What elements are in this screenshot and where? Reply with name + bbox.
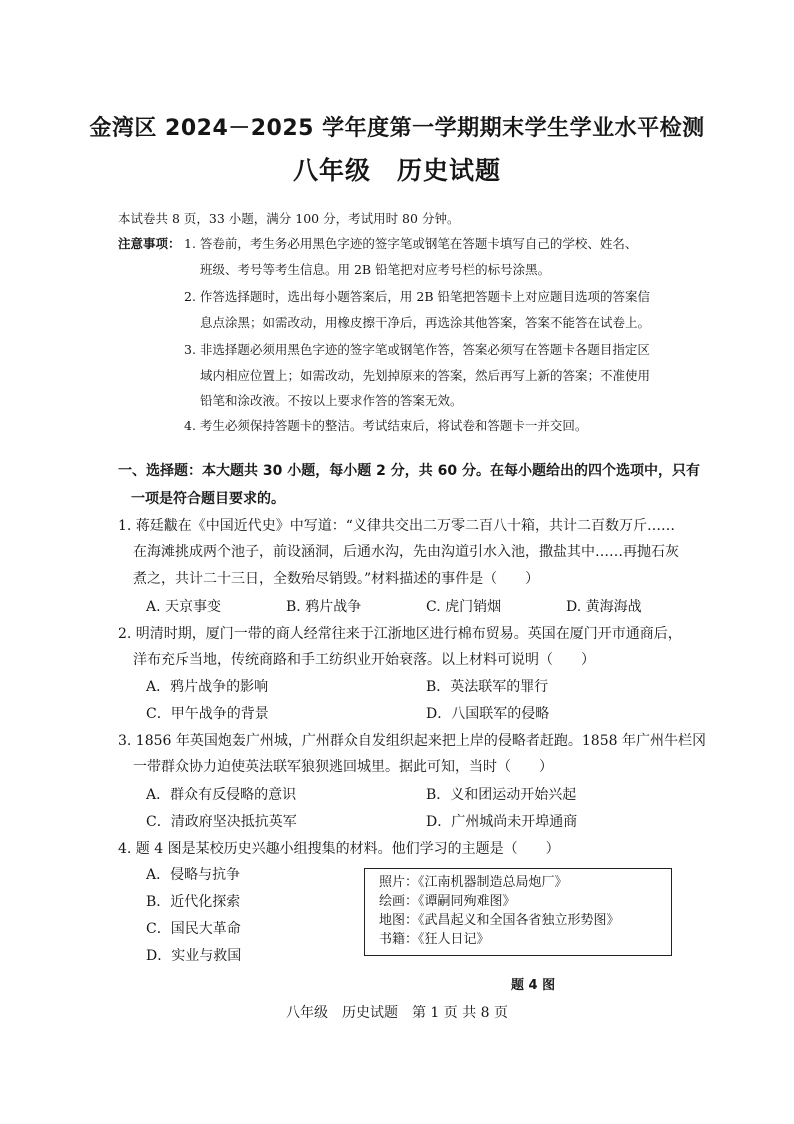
question-2-option-c: C．甲午战争的背景	[146, 706, 269, 722]
question-4-option-d: D．实业与救国	[146, 948, 242, 964]
question-3-option-b: B．义和团运动开始兴起	[426, 787, 577, 803]
note-line: 息点涂黑；如需改动，用橡皮擦干净后，再选涂其他答案，答案不能答在试卷上。	[200, 315, 651, 330]
question-3-stem: 一带群众协力迫使英法联军狼狈逃回城里。据此可知，当时（ ）	[133, 759, 553, 775]
note-line: 4. 考生必须保持答题卡的整洁。考试结束后，将试卷和答题卡一并交回。	[184, 418, 588, 433]
question-2-option-a: A．鸦片战争的影响	[146, 679, 269, 695]
figure-caption: 题 4 图	[511, 978, 556, 993]
section-heading-cont: 一项是符合题目要求的。	[131, 491, 285, 507]
question-3-option-c: C．清政府坚决抵抗英军	[146, 814, 297, 830]
exam-intro: 本试卷共 8 页，33 小题，满分 100 分，考试用时 80 分钟。	[118, 211, 460, 226]
exam-subtitle	[0, 151, 794, 187]
question-4-stem: 4. 题 4 图是某校历史兴趣小组搜集的材料。他们学习的主题是（ ）	[118, 841, 560, 857]
page-footer: 八年级 历史试题 第 1 页 共 8 页	[285, 1005, 509, 1021]
exam-title: 金湾区 2024－2025 学年度第一学期期末学生学业水平检测	[89, 116, 705, 141]
question-1-option-a: A. 天京事变	[146, 599, 222, 615]
question-1-option-c: C. 虎门销烟	[426, 599, 502, 615]
question-2-stem: 洋布充斥当地，传统商路和手工纺织业开始衰落。以上材料可说明（ ）	[133, 652, 595, 668]
question-4-option-b: B．近代化探索	[146, 894, 241, 910]
question-4-figure-box	[364, 868, 672, 956]
note-line: 铅笔和涂改液。不按以上要求作答的答案无效。	[200, 393, 463, 408]
note-line: 2. 作答选择题时，选出每小题答案后，用 2B 铅笔把答题卡上对应题目选项的答案信	[184, 289, 650, 304]
subject-label: 历史试题	[397, 156, 502, 185]
figure-line: 地图：《武昌起义和全国各省独立形势图》	[379, 913, 620, 928]
question-2-option-b: B．英法联军的罪行	[426, 679, 549, 695]
note-line: 1. 答卷前，考生务必用黑色字迹的签字笔或钢笔在答题卡填写自己的学校、姓名、	[184, 236, 638, 251]
question-1-stem: 煮之，共计二十三日，全数殆尽销毁。”材料描述的事件是（ ）	[133, 571, 540, 587]
question-3-stem: 3. 1856 年英国炮轰广州城，广州群众自发组织起来把上岸的侵略者赶跑。1858 年广州牛栏冈	[118, 733, 706, 749]
section-heading: 一、选择题：本大题共 30 小题，每小题 2 分，共 60 分。在每小题给出的四个选项中，只有	[118, 463, 700, 479]
question-1-option-d: D. 黄海海战	[566, 599, 642, 615]
figure-line: 绘画：《谭嗣同殉难图》	[379, 894, 516, 909]
question-1-stem: 在海滩挑成两个池子，前设涵洞，后通水沟，先由沟道引水入池，撒盐其中……再抛石灰	[133, 544, 679, 560]
figure-line: 照片：《江南机器制造总局炮厂》	[379, 875, 568, 890]
question-4-option-a: A．侵略与抗争	[146, 867, 241, 883]
question-3-option-a: A．群众有反侵略的意识	[146, 787, 297, 803]
question-1-option-b: B. 鸦片战争	[286, 599, 362, 615]
question-4-option-c: C．国民大革命	[146, 921, 241, 937]
question-1-stem: 1. 蒋廷黻在《中国近代史》中写道：“义律共交出二万零二百八十箱，共计二百数万斤……	[118, 518, 675, 534]
note-line: 域内相应位置上；如需改动，先划掉原来的答案，然后再写上新的答案；不准使用	[200, 368, 651, 383]
question-2-stem: 2. 明清时期，厦门一带的商人经常往来于江浙地区进行棉布贸易。英国在厦门开市通商后，	[118, 626, 682, 642]
note-line: 3. 非选择题必须用黑色字迹的签字笔或钢笔作答，答案必须写在答题卡各题目指定区	[184, 342, 650, 357]
figure-line: 书籍：《狂人日记》	[379, 932, 490, 947]
notes-label: 注意事项：	[118, 236, 181, 251]
question-3-option-d: D．广州城尚未开埠通商	[426, 814, 578, 830]
note-line: 班级、考号等考生信息。用 2B 铅笔把对应考号栏的标号涂黑。	[200, 262, 551, 277]
question-2-option-d: D．八国联军的侵略	[426, 706, 550, 722]
grade-label: 八年级	[292, 156, 371, 185]
